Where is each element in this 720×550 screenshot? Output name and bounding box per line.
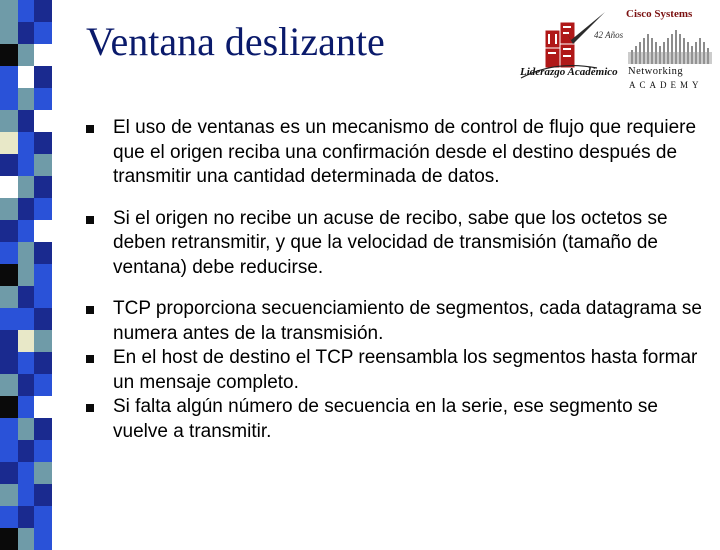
strip-block bbox=[0, 374, 18, 396]
strip-block bbox=[0, 484, 18, 506]
bullet-item bbox=[80, 207, 710, 281]
strip-block bbox=[18, 374, 34, 396]
square-bullet-icon bbox=[86, 125, 94, 133]
strip-block bbox=[0, 198, 18, 220]
strip-block bbox=[0, 528, 18, 550]
strip-block bbox=[34, 242, 52, 264]
strip-block bbox=[0, 286, 18, 308]
strip-block bbox=[0, 220, 18, 242]
strip-block bbox=[18, 528, 34, 550]
strip-block bbox=[0, 418, 18, 440]
strip-block bbox=[34, 220, 52, 242]
academy-label: ACADEMY bbox=[629, 80, 703, 90]
strip-block bbox=[18, 176, 34, 198]
strip-block bbox=[34, 330, 52, 352]
strip-block bbox=[0, 462, 18, 484]
strip-block bbox=[18, 264, 34, 286]
bullet-item bbox=[80, 346, 710, 395]
strip-block bbox=[34, 264, 52, 286]
strip-block bbox=[34, 132, 52, 154]
strip-block bbox=[0, 22, 18, 44]
strip-block bbox=[34, 66, 52, 88]
strip-block bbox=[18, 308, 34, 330]
strip-block bbox=[18, 88, 34, 110]
strip-block bbox=[0, 352, 18, 374]
strip-block bbox=[0, 88, 18, 110]
strip-block bbox=[34, 154, 52, 176]
bullet-item bbox=[80, 395, 710, 444]
bullet-item bbox=[80, 116, 710, 190]
strip-block bbox=[0, 66, 18, 88]
slide-title: Ventana deslizante bbox=[86, 19, 385, 64]
strip-block bbox=[0, 44, 18, 66]
strip-block bbox=[0, 110, 18, 132]
strip-block bbox=[18, 154, 34, 176]
decorative-strip bbox=[0, 0, 52, 540]
strip-block bbox=[0, 264, 18, 286]
strip-block bbox=[18, 242, 34, 264]
strip-block bbox=[34, 418, 52, 440]
strip-block bbox=[34, 0, 52, 22]
strip-block bbox=[34, 286, 52, 308]
strip-block bbox=[34, 462, 52, 484]
strip-block bbox=[18, 440, 34, 462]
strip-block bbox=[34, 88, 52, 110]
bullet-text: En el host de destino el TCP reensambla los segmentos hasta formar un mensaje completo. bbox=[113, 347, 698, 393]
strip-block bbox=[18, 418, 34, 440]
bullet-text: Si falta algún número de secuencia en la serie, ese segmento se vuelve a transmitir. bbox=[113, 396, 658, 442]
strip-block bbox=[34, 352, 52, 374]
strip-block bbox=[34, 176, 52, 198]
strip-block bbox=[18, 198, 34, 220]
strip-block bbox=[34, 506, 52, 528]
strip-block bbox=[34, 484, 52, 506]
strip-block bbox=[18, 506, 34, 528]
strip-block bbox=[0, 440, 18, 462]
strip-block bbox=[18, 220, 34, 242]
cisco-brand-label: Cisco Systems bbox=[626, 8, 693, 20]
strip-block bbox=[0, 176, 18, 198]
square-bullet-icon bbox=[86, 216, 94, 224]
strip-block bbox=[18, 22, 34, 44]
strip-block bbox=[34, 528, 52, 550]
bullet-list bbox=[80, 116, 710, 444]
strip-block bbox=[34, 396, 52, 418]
strip-block bbox=[18, 352, 34, 374]
strip-block bbox=[18, 484, 34, 506]
strip-block bbox=[0, 330, 18, 352]
cisco-bridge-icon bbox=[628, 28, 712, 64]
strip-block bbox=[34, 440, 52, 462]
strip-block bbox=[18, 462, 34, 484]
square-bullet-icon bbox=[86, 306, 94, 314]
bullet-text: El uso de ventanas es un mecanismo de control de flujo que requiere que el origen reciba una confirmación desde el destino después de transmitir una cantidad determinada de datos. bbox=[113, 117, 697, 187]
strip-block bbox=[18, 0, 34, 22]
strip-block bbox=[0, 132, 18, 154]
strip-block bbox=[18, 396, 34, 418]
strip-block bbox=[18, 44, 34, 66]
bullet-text: TCP proporciona secuenciamiento de segmentos, cada datagrama se numera antes de la transmisión. bbox=[113, 298, 702, 344]
ufps-years-label: 42 Años bbox=[594, 30, 624, 40]
strip-block bbox=[34, 198, 52, 220]
square-bullet-icon bbox=[86, 355, 94, 363]
strip-block bbox=[34, 44, 52, 66]
strip-block bbox=[0, 308, 18, 330]
strip-block bbox=[18, 66, 34, 88]
strip-block bbox=[0, 506, 18, 528]
strip-block bbox=[0, 396, 18, 418]
strip-block bbox=[18, 286, 34, 308]
bullet-item bbox=[80, 297, 710, 346]
strip-block bbox=[18, 132, 34, 154]
strip-block bbox=[34, 22, 52, 44]
strip-block bbox=[18, 110, 34, 132]
strip-block bbox=[0, 0, 18, 22]
strip-block bbox=[34, 374, 52, 396]
strip-block bbox=[0, 242, 18, 264]
ufps-tagline: Liderazgo Académico bbox=[520, 66, 618, 78]
square-bullet-icon bbox=[86, 404, 94, 412]
strip-block bbox=[34, 308, 52, 330]
strip-block bbox=[34, 110, 52, 132]
strip-block bbox=[18, 330, 34, 352]
cisco-networking-academy-logo bbox=[626, 8, 714, 94]
bullet-text: Si el origen no recibe un acuse de recibo, sabe que los octetos se deben retransmitir, y que la velocidad de transmisión (tamaño de ventana) debe reducirse. bbox=[113, 207, 668, 278]
networking-label: Networking bbox=[628, 66, 684, 77]
strip-block bbox=[0, 154, 18, 176]
